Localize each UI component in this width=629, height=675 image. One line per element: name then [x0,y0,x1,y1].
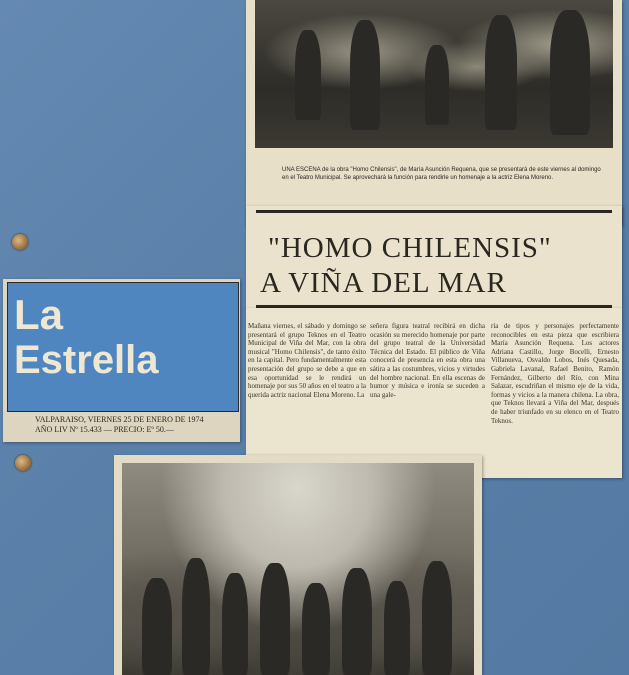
top-clipping [246,0,622,226]
group-photo-icon [122,463,474,675]
actor-silhouette-icon [350,20,380,130]
headline-clipping [246,206,622,308]
actor-silhouette-icon [425,45,449,125]
person-silhouette-icon [222,573,248,675]
article-column-1: Mañana viernes, el sábado y domingo se presentará el grupo Teknos en el Teatro Municipal de Viña del Mar, con la obra musical "Homo Chilensis", de tanto éxito en la capital. Pero fundamentalmente esta presentación del grupo se debe a que en esa oportunidad se le rendirá un homenaje por sus 50 años en el teatro a la querida actriz nacional Elena Moreno. La [248,322,366,399]
article-column-3: ría de tipos y personajes perfectamente reconocibles en esta pieza que escribiera María Asunción Requena. Los actores Adriana Castillo, Jorge Bocelli, Ernesto Villanueva, Osvaldo Lobos, Inés Quesada, Gabriela Lavanal, Rafael Benito, Ramón Fernández, Gilberto del Río, con Mina Salazar, escudriñan el mismo eje de la vida, formas y vicios a la manera chilena. La obra, que Teknos llevará a Viña del Mar, después de haber triunfado en su elenco en el Teatro Teknos. [491,322,619,425]
masthead-info [35,415,235,435]
person-silhouette-icon [182,558,210,675]
newspaper-masthead [3,279,240,442]
stage-photo-icon [255,0,613,148]
actor-silhouette-icon [295,30,321,120]
masthead-logo-box [7,282,239,412]
headline-line-2: A VIÑA DEL MAR [260,267,507,299]
masthead-brand-line-1: La [14,291,64,338]
person-silhouette-icon [142,578,172,675]
article-clipping [246,308,622,478]
binder-hole-icon [15,455,31,471]
person-silhouette-icon [302,583,330,675]
actor-silhouette-icon [550,10,590,135]
actor-silhouette-icon [485,15,517,130]
person-silhouette-icon [384,581,410,675]
person-silhouette-icon [260,563,290,675]
person-silhouette-icon [422,561,452,675]
masthead-issue-line: AÑO LIV Nº 15.433 — PRECIO: Eº 50.— [35,425,174,434]
binder-hole-icon [12,234,28,250]
headline-line-1: "HOMO CHILENSIS" [268,232,552,264]
masthead-date-line: VALPARAISO, VIERNES 25 DE ENERO DE 1974 [35,415,204,424]
headline-top-rule [256,210,612,213]
bottom-clipping [114,455,482,675]
masthead-brand-line-2: Estrella [14,338,159,382]
person-silhouette-icon [342,568,372,675]
article-column-2: señera figura teatral recibirá en dicha ocasión su merecido homenaje por parte del grupo teatral de la Universidad Técnica del Estado. El público de Viña conocerá de presencia en esta obra una sátira a las costumbres, vicios y virtudes del hombre nacional. En ella escenas de humor y música e ironía se suceden a una gale- [370,322,485,399]
photo-caption: UNA ESCENA de la obra "Homo Chilensis", de María Asunción Requena, que se presentará de este viernes al domingo en el Teatro Municipal. Se aprovechará la función para rendirle un homenaje a la actriz Elena Moreno. [282,167,601,181]
